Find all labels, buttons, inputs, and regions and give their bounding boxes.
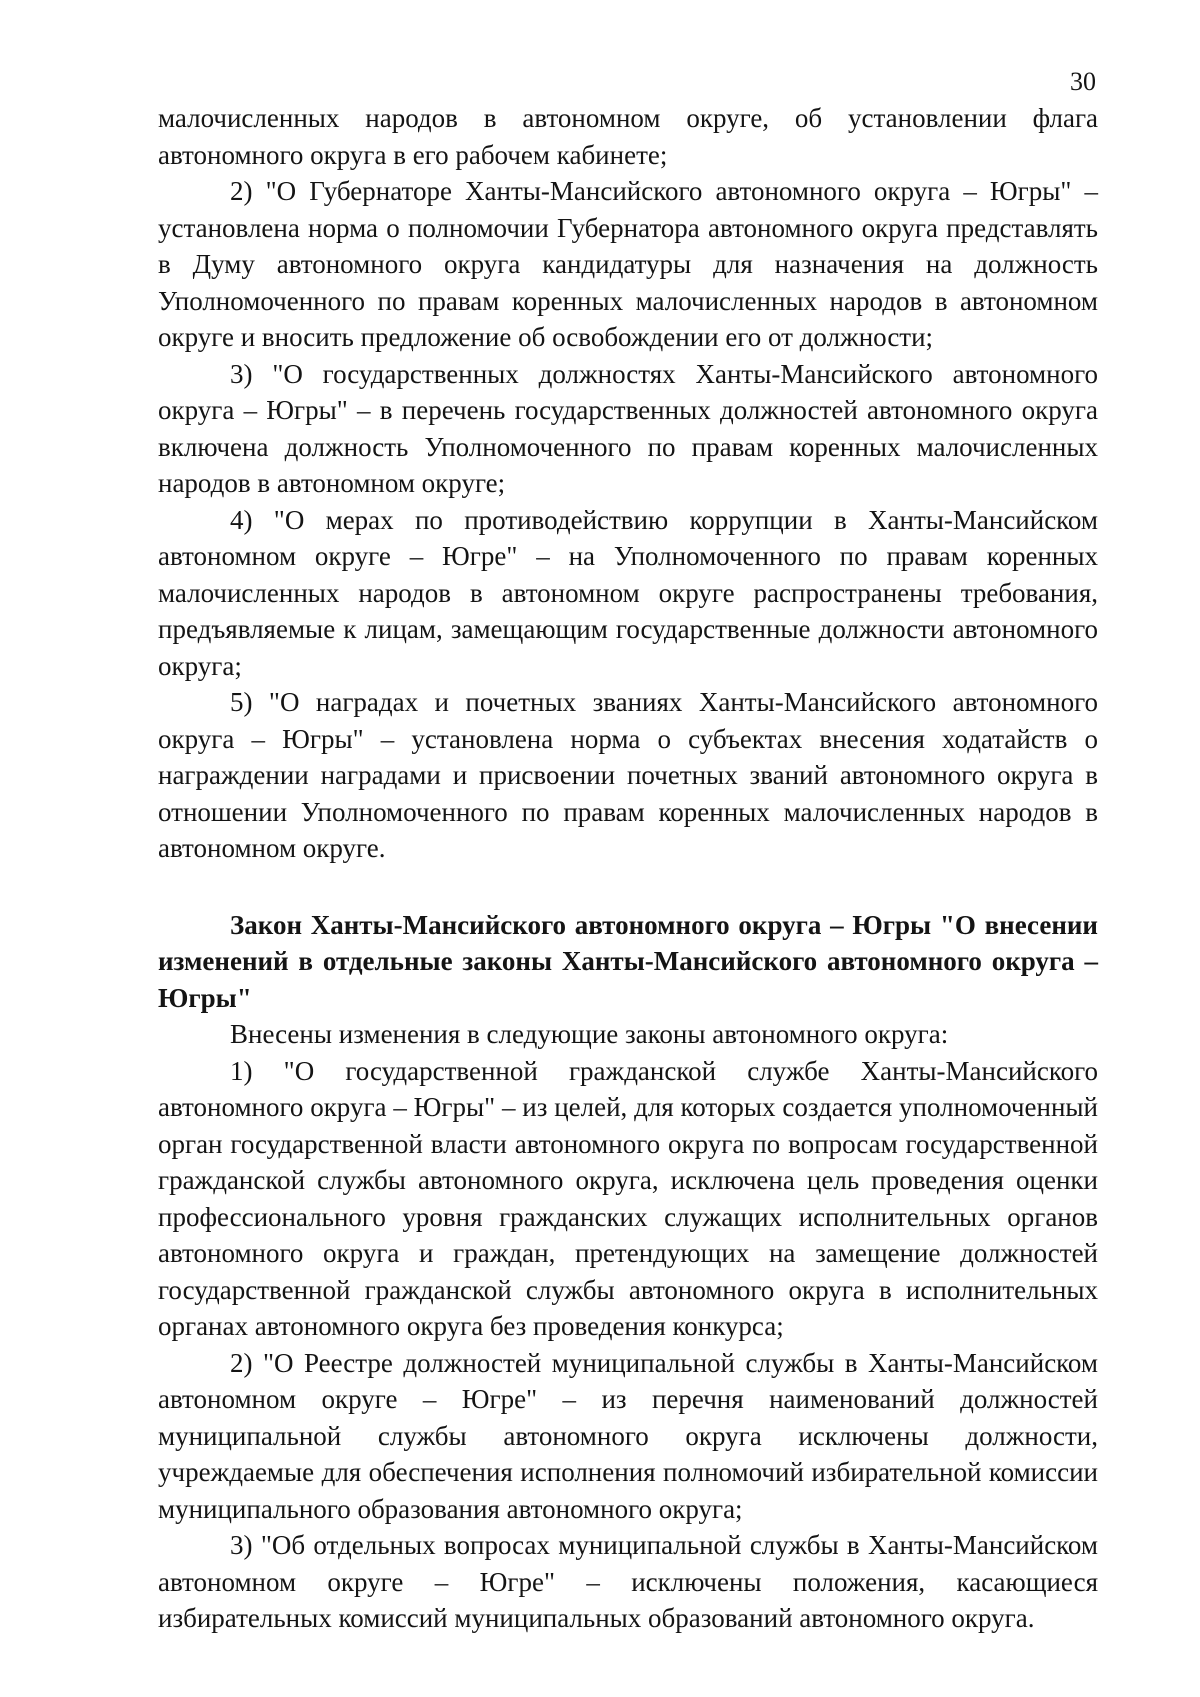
section-heading-line2: "О внесении изменений в отдельные законы Ханты-Мансийского автономного округа – Югры" [158,909,1098,1013]
section-heading [158,907,1098,1017]
list-item: 1) "О государственной гражданской службе Ханты-Мансийского автономного округа – Югры" – из целей, для которых создается уполномоченный орган государственной власти автономного округа по вопросам государственной гражданской службы автономного округа, исключена цель проведения оценки профессионального уровня гражданских служащих исполнительных органов автономного округа и граждан, претендующих на замещение должностей государственной гражданской службы автономного округа в исполнительных органах автономного округа без проведения конкурса; [158,1055,1098,1341]
document-body [158,100,1098,1637]
section-lead: Внесены изменения в следующие законы автономного округа: [230,1019,949,1049]
section-heading-line1: Закон Ханты-Мансийского автономного округа – Югры [230,909,932,940]
list-item: 5) "О наградах и почетных званиях Ханты-Мансийского автономного округа – Югры" – установлена норма о субъектах внесения ходатайств о награждении наградами и присвоении почетных званий автономного округа в отношении Уполномоченного по правам коренных малочисленных народов в автономном округе. [158,687,1098,863]
list-item: 3) "Об отдельных вопросах муниципальной службы в Ханты-Мансийском автономном округе – Югре" – исключены положения, касающиеся избирательных комиссий муниципальных образований автономного округа. [158,1530,1098,1633]
list-item: 2) "О Губернаторе Ханты-Мансийского автономного округа – Югры" – установлена норма о полномочии Губернатора автономного округа представлять в Думу автономного округа кандидатуры для назначения на должность Уполномоченного по правам коренных малочисленных народов в автономном округе и вносить предложение об освобождении его от должности; [158,176,1098,352]
list-item: 3) "О государственных должностях Ханты-Мансийского автономного округа – Югры" – в перечень государственных должностей автономного округа включена должность Уполномоченного по правам коренных малочисленных народов в автономном округе; [158,358,1098,498]
page-number: 30 [1070,67,1096,96]
paragraph-continuation: малочисленных народов в автономном округе, об установлении флага автономного округа в его рабочем кабинете; [158,103,1098,170]
list-item: 4) "О мерах по противодействию коррупции в Ханты-Мансийском автономном округе – Югре" – на Уполномоченного по правам коренных малочисленных народов в автономном округе распространены требования, предъявляемые к лицам, замещающим государственные должности автономного округа; [158,504,1098,681]
list-item: 2) "О Реестре должностей муниципальной службы в Ханты-Мансийском автономном округе – Югре" – из перечня наименований должностей муниципальной службы автономного округа исключены должности, учреждаемые для обеспечения исполнения полномочий избирательной комиссии муниципального образования автономного округа; [158,1347,1098,1524]
